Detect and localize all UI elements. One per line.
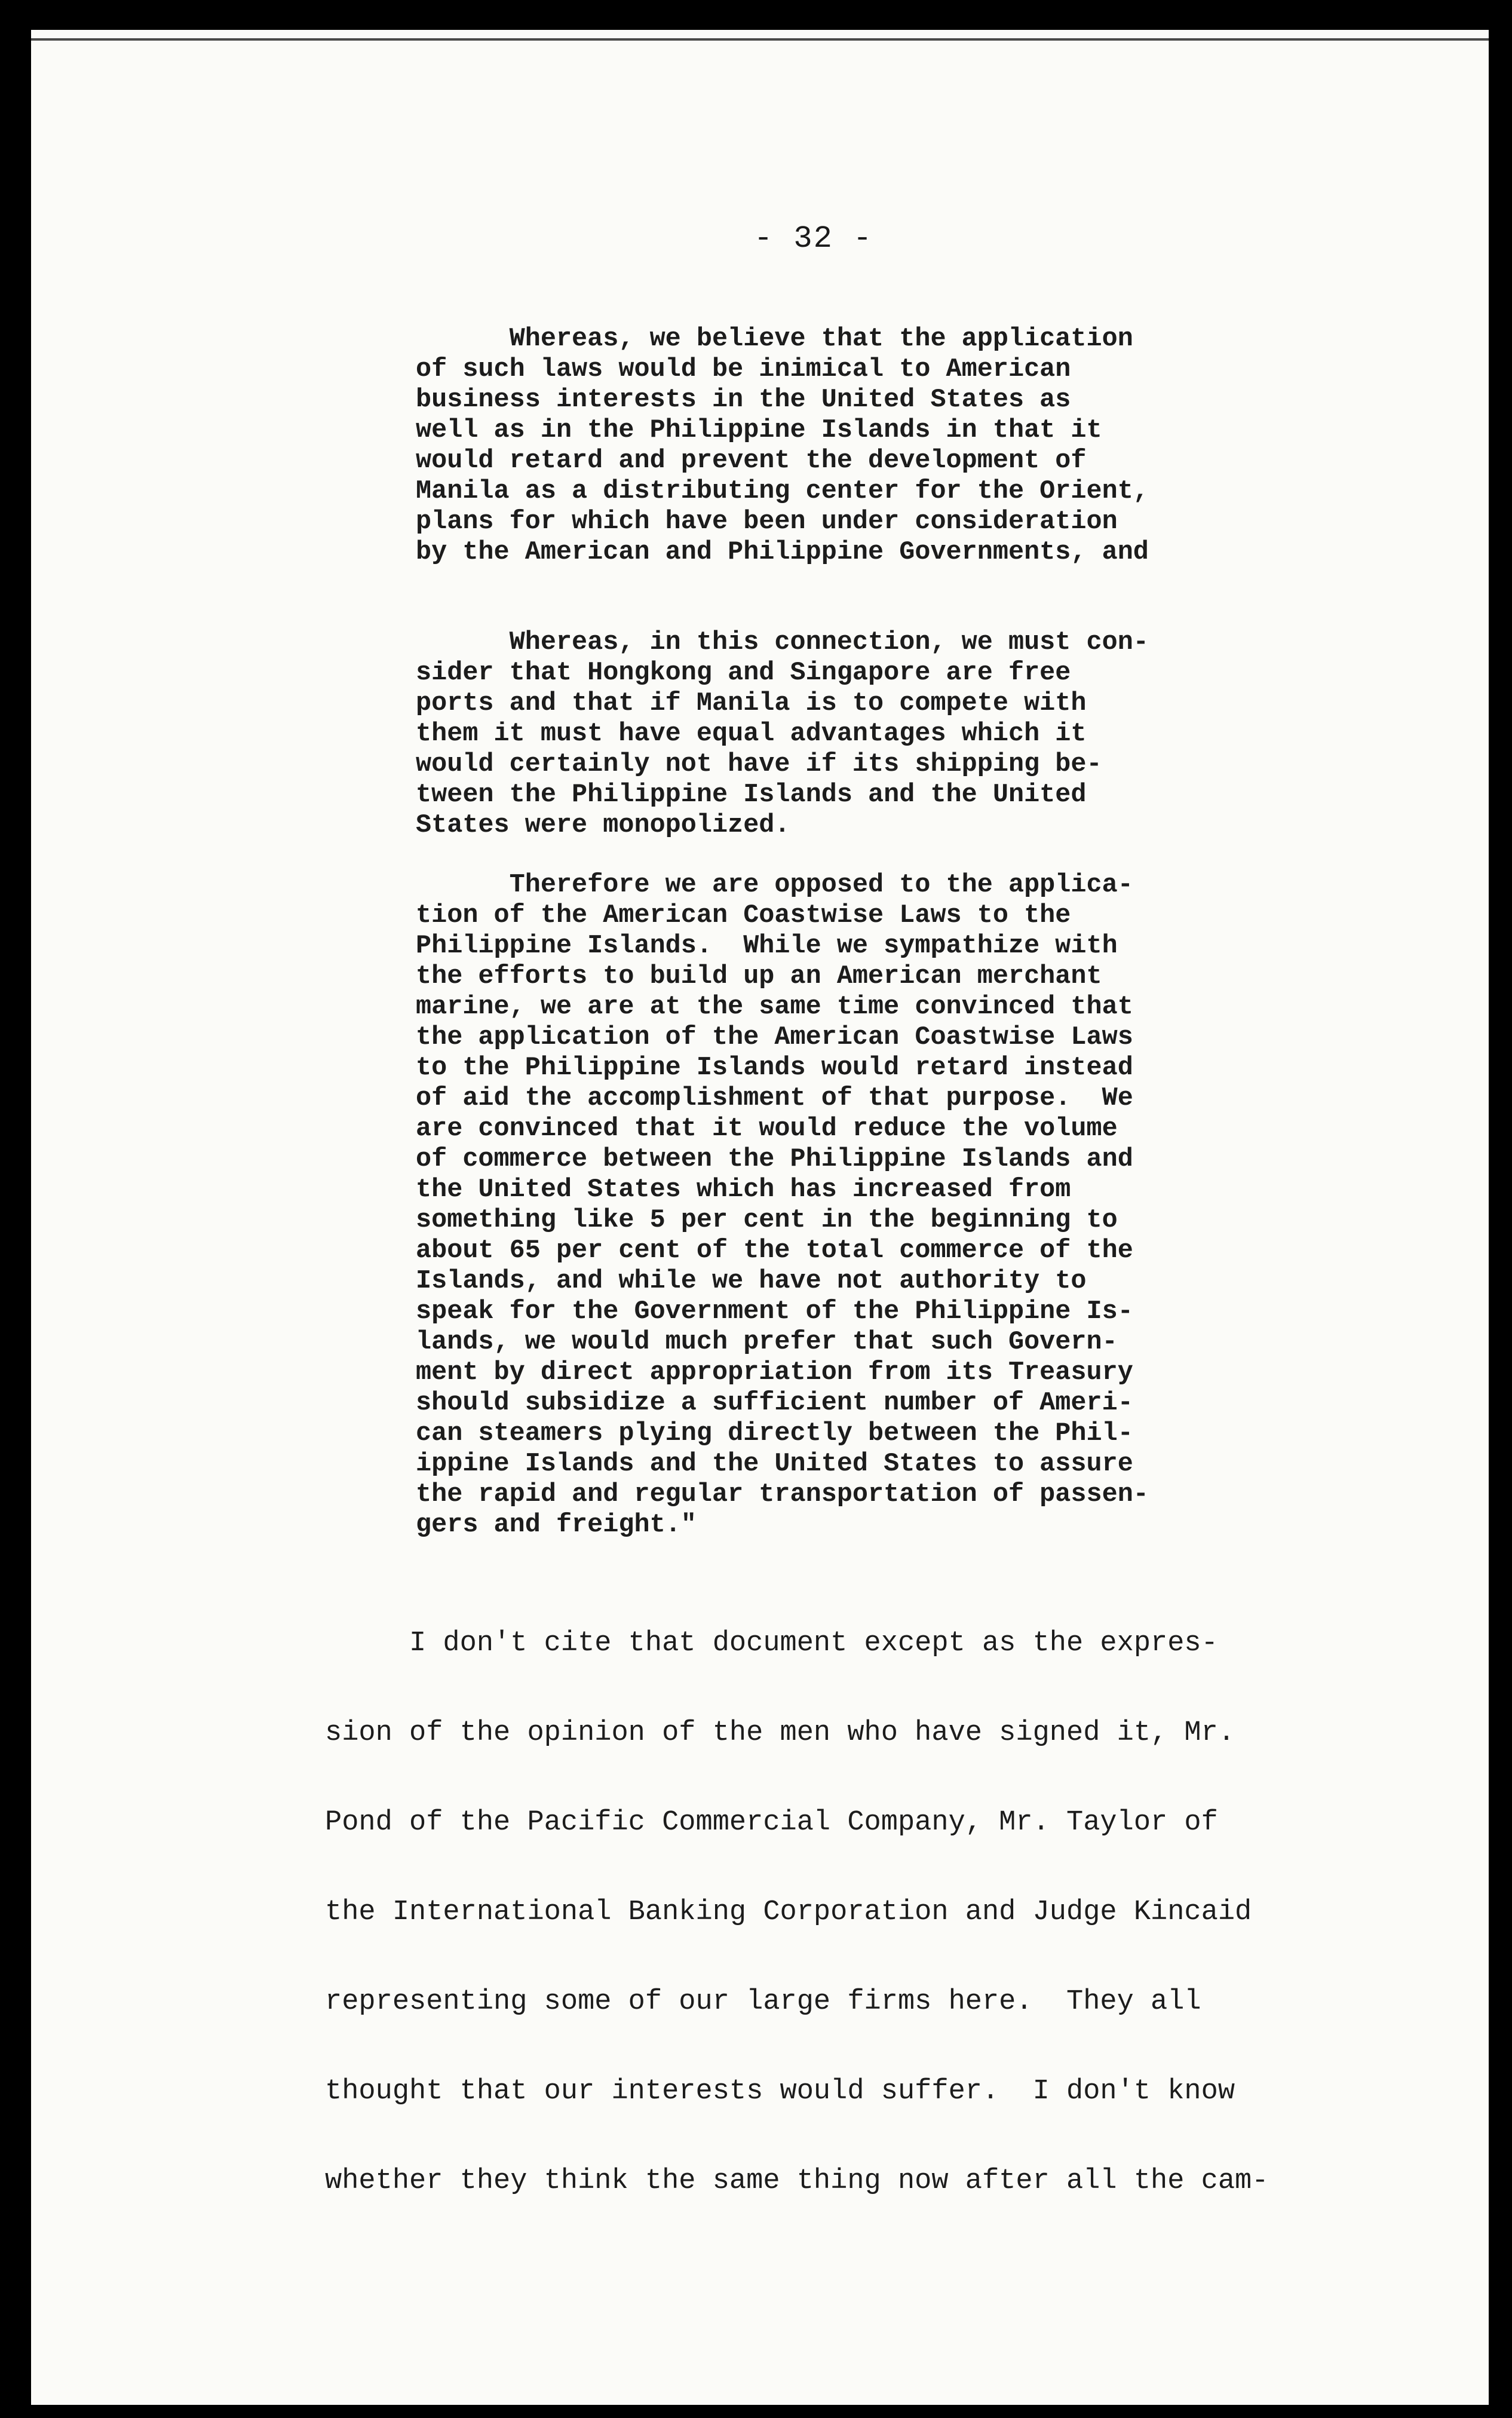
text-line: well as in the Philippine Islands in that it	[416, 416, 1102, 445]
text-line: Therefore we are opposed to the applica-	[416, 871, 1133, 900]
text-line: States were monopolized.	[416, 811, 790, 840]
text-line: gers and freight."	[416, 1510, 697, 1540]
text-line: about 65 per cent of the total commerce of the	[416, 1236, 1133, 1265]
text-line: by the American and Philippine Governments, and	[416, 538, 1149, 567]
text-line: Manila as a distributing center for the Orient,	[416, 477, 1149, 506]
text-line: tion of the American Coastwise Laws to the	[416, 901, 1071, 930]
text-line: sider that Hongkong and Singapore are free	[416, 658, 1071, 688]
text-line: the International Banking Corporation and Judge Kincaid	[325, 1896, 1252, 1928]
text-line: something like 5 per cent in the beginning to	[416, 1206, 1118, 1235]
text-line: of such laws would be inimical to American	[416, 355, 1071, 384]
text-line: lands, we would much prefer that such Govern-	[416, 1328, 1118, 1357]
text-line: sion of the opinion of the men who have signed it, Mr.	[325, 1717, 1235, 1749]
text-line: I don't cite that document except as the expres-	[325, 1628, 1218, 1659]
text-line: can steamers plying directly between the Phil-	[416, 1419, 1133, 1448]
quoted-paragraph-1	[416, 324, 1312, 568]
double-spaced-body	[325, 1599, 1460, 2226]
text-line: are convinced that it would reduce the volume	[416, 1114, 1118, 1144]
text-line: business interests in the United States as	[416, 385, 1071, 415]
text-line: thought that our interests would suffer. I don't know	[325, 2076, 1235, 2107]
text-line: ment by direct appropriation from its Treasury	[416, 1358, 1133, 1387]
text-line: ippine Islands and the United States to assure	[416, 1449, 1133, 1479]
text-line: of aid the accomplishment of that purpose. We	[416, 1084, 1133, 1113]
text-line: Pond of the Pacific Commercial Company, Mr. Taylor of	[325, 1807, 1218, 1838]
text-line: should subsidize a sufficient number of Ameri-	[416, 1389, 1133, 1418]
text-line: whether they think the same thing now after all the cam-	[325, 2165, 1269, 2197]
text-line: plans for which have been under consideration	[416, 507, 1118, 537]
text-line: tween the Philippine Islands and the United	[416, 780, 1087, 810]
text-line: would retard and prevent the development of	[416, 446, 1087, 476]
text-line: ports and that if Manila is to compete with	[416, 689, 1087, 718]
text-line: marine, we are at the same time convinced that	[416, 992, 1133, 1022]
text-line: would certainly not have if its shipping be-	[416, 750, 1102, 779]
text-line: Whereas, we believe that the application	[416, 324, 1133, 354]
text-line: the United States which has increased from	[416, 1175, 1071, 1205]
text-line: them it must have equal advantages which it	[416, 719, 1087, 749]
text-line: speak for the Government of the Philippine Is-	[416, 1297, 1133, 1326]
page-top-rule	[31, 38, 1489, 41]
text-line: Whereas, in this connection, we must con-	[416, 628, 1149, 657]
quoted-paragraph-2	[416, 627, 1312, 841]
text-line: representing some of our large firms here. They all	[325, 1986, 1201, 2018]
document-page	[31, 30, 1489, 2405]
text-line: to the Philippine Islands would retard instead	[416, 1053, 1133, 1083]
text-line: the rapid and regular transportation of passen-	[416, 1480, 1149, 1509]
text-line: the efforts to build up an American merchant	[416, 962, 1102, 991]
text-line: the application of the American Coastwise Laws	[416, 1023, 1133, 1052]
quoted-paragraph-3	[416, 870, 1312, 1540]
text-line: Philippine Islands. While we sympathize with	[416, 931, 1118, 961]
page-number: - 32 -	[754, 221, 873, 256]
text-line: Islands, and while we have not authority to	[416, 1267, 1087, 1296]
text-line: of commerce between the Philippine Islands and	[416, 1145, 1133, 1174]
